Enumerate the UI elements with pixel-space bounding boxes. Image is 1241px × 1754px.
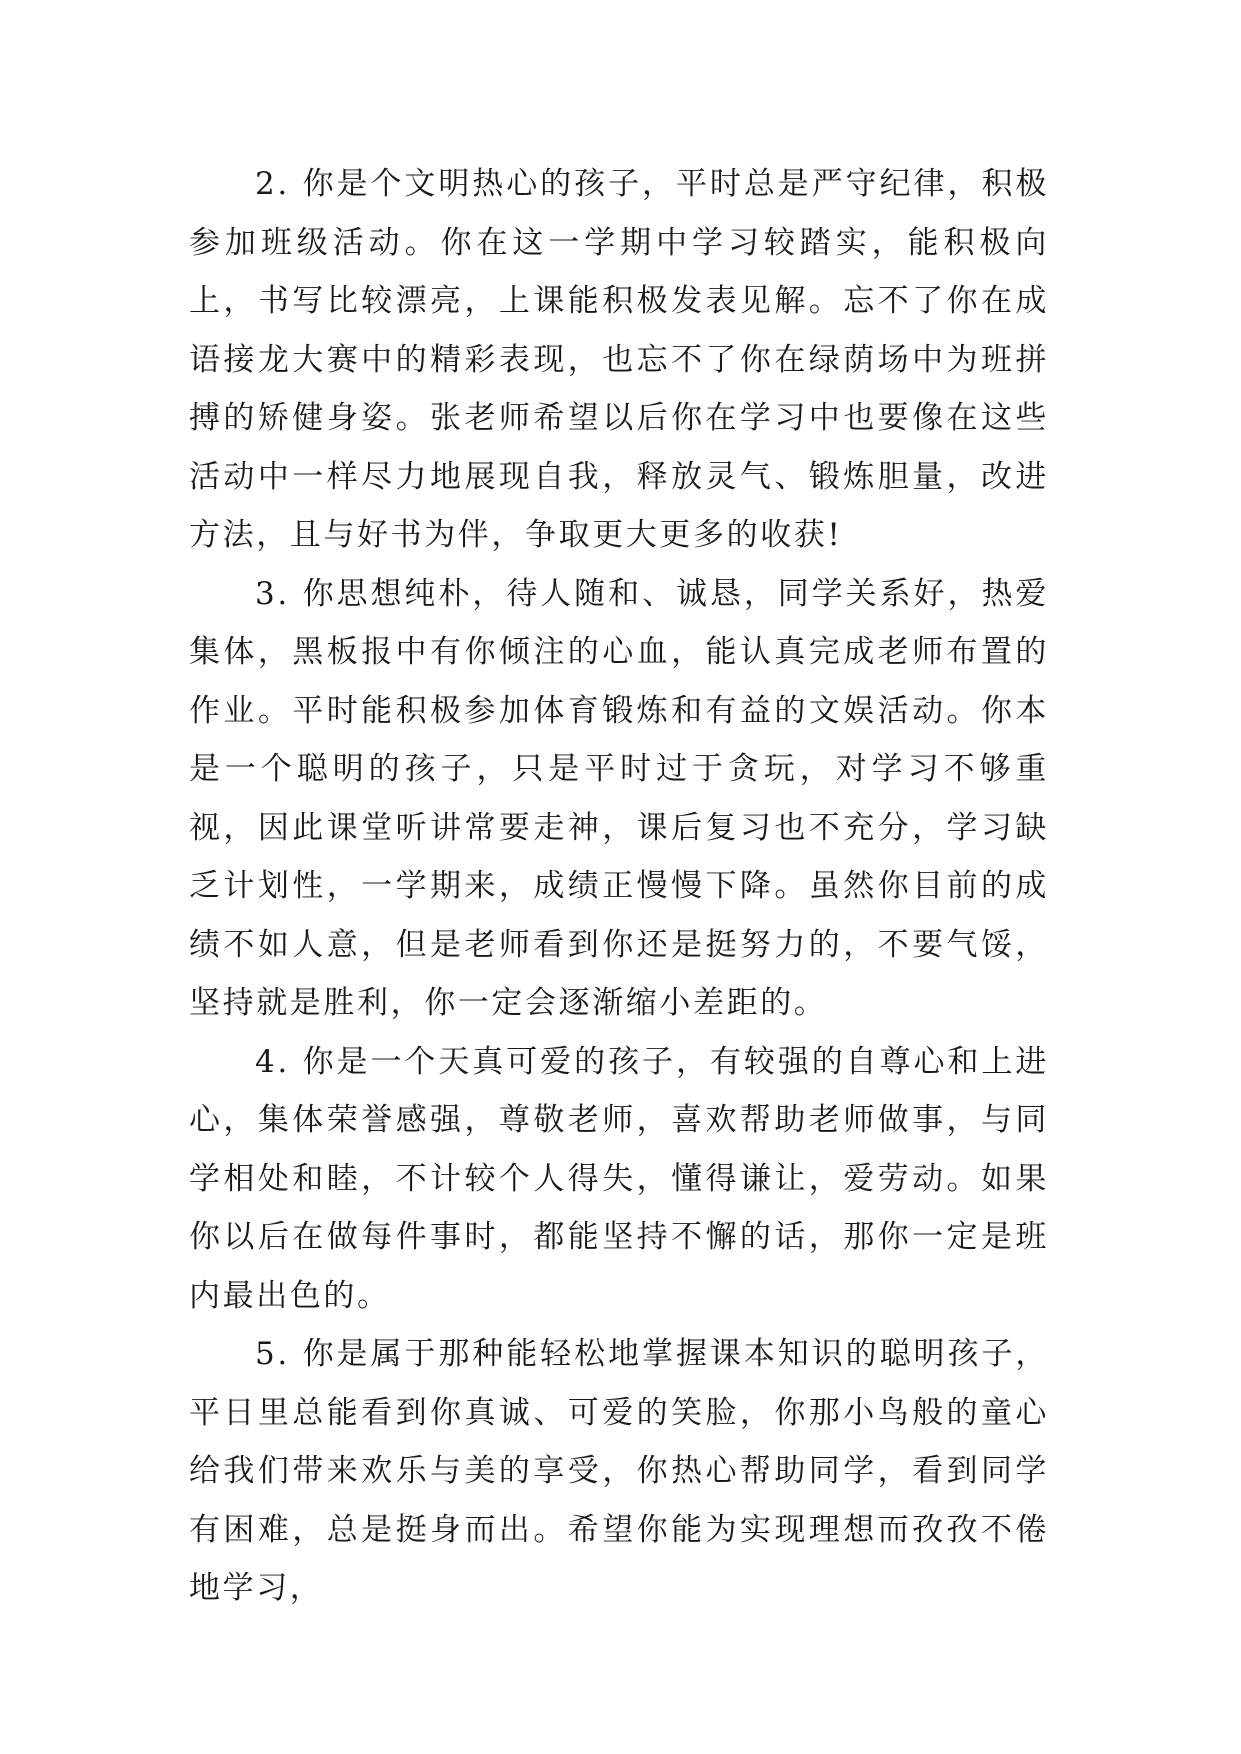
paragraph-2: 2. 你是个文明热心的孩子，平时总是严守纪律，积极参加班级活动。你在这一学期中学习较踏实，能积极向上，书写比较漂亮，上课能积极发表见解。忘不了你在成语接龙大赛中的精彩表现，也忘不了你在绿荫场中为班拼搏的矫健身姿。张老师希望以后你在学习中也要像在这些活动中一样尽力地展现自我，释放灵气、锻炼胆量，改进方法，且与好书为伴，争取更大更多的收获!: [189, 166, 1049, 553]
paragraph-3: 3. 你思想纯朴，待人随和、诚恳，同学关系好，热爱集体，黑板报中有你倾注的心血，能认真完成老师布置的作业。平时能积极参加体育锻炼和有益的文娱活动。你本是一个聪明的孩子，只是平时过于贪玩，对学习不够重视，因此课堂听讲常要走神，课后复习也不充分，学习缺乏计划性，一学期来，成绩正慢慢下降。虽然你目前的成绩不如人意，但是老师看到你还是挺努力的，不要气馁，坚持就是胜利，你一定会逐渐缩小差距的。: [189, 575, 1049, 1021]
paragraph-5: 5. 你是属于那种能轻松地掌握课本知识的聪明孩子，平日里总能看到你真诚、可爱的笑脸，你那小鸟般的童心给我们带来欢乐与美的享受，你热心帮助同学，看到同学有困难，总是挺身而出。希望你能为实现理想而孜孜不倦地学习，: [189, 1336, 1049, 1606]
paragraph-4: 4. 你是一个天真可爱的孩子，有较强的自尊心和上进心，集体荣誉感强，尊敬老师，喜欢帮助老师做事，与同学相处和睦，不计较个人得失，懂得谦让，爱劳动。如果你以后在做每件事时，都能坚持不懈的话，那你一定是班内最出色的。: [189, 1043, 1049, 1314]
document-body: [189, 155, 1049, 1618]
